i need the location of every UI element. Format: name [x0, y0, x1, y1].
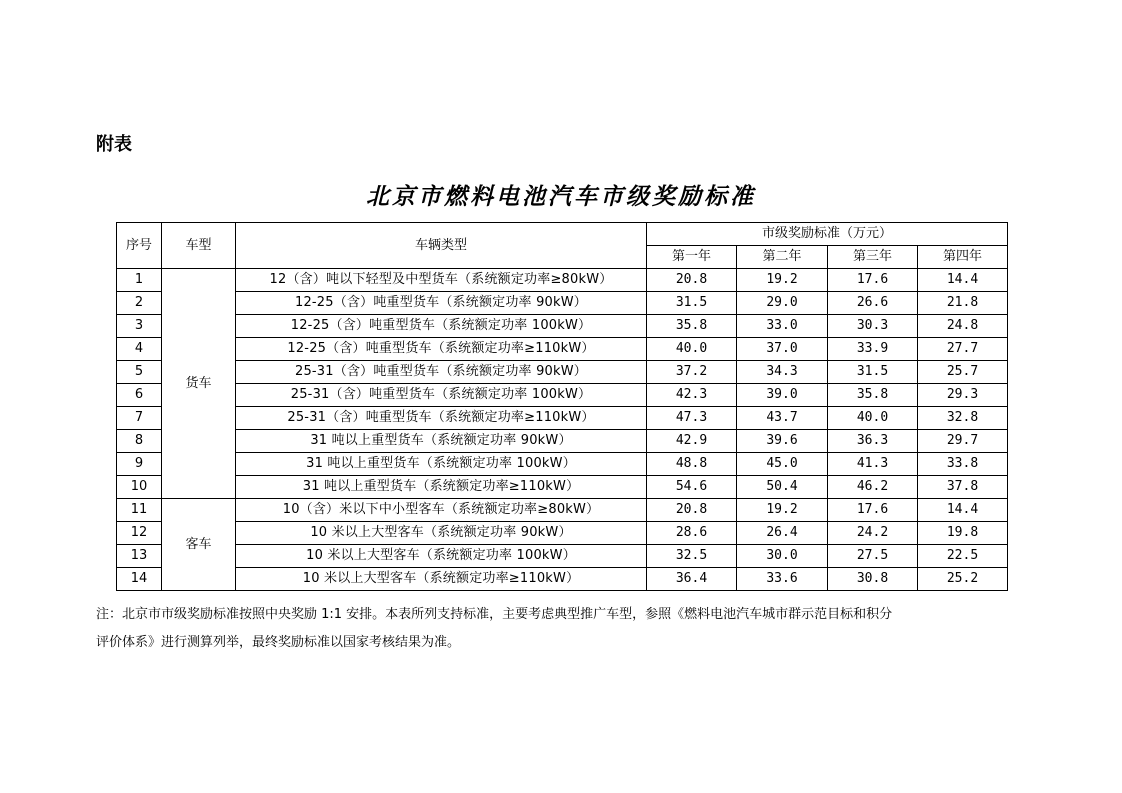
header-year-1: 第一年 — [647, 246, 737, 269]
category-bus: 客车 — [162, 499, 236, 591]
table-row — [117, 407, 1008, 430]
row-year-2-value: 43.7 — [737, 407, 828, 430]
row-seq: 12 — [117, 522, 162, 545]
row-year-4-value: 32.8 — [918, 407, 1008, 430]
row-vehicle-type: 25-31（含）吨重型货车（系统额定功率 90kW） — [236, 361, 647, 384]
row-vehicle-type: 12-25（含）吨重型货车（系统额定功率 100kW） — [236, 315, 647, 338]
row-year-1-value: 20.8 — [647, 269, 737, 292]
row-year-3-value: 17.6 — [828, 499, 918, 522]
row-year-4-value: 19.8 — [918, 522, 1008, 545]
header-year-3: 第三年 — [828, 246, 918, 269]
row-year-2-value: 50.4 — [737, 476, 828, 499]
table-row — [117, 545, 1008, 568]
row-seq: 5 — [117, 361, 162, 384]
row-year-4-value: 25.2 — [918, 568, 1008, 591]
footnote-line-1: 注：北京市市级奖励标准按照中央奖励 1:1 安排。本表所列支持标准，主要考虑典型推广车型，参照《燃料电池汽车城市群示范目标和积分 — [96, 607, 893, 622]
row-year-4-value: 29.3 — [918, 384, 1008, 407]
row-year-2-value: 19.2 — [737, 269, 828, 292]
row-seq: 8 — [117, 430, 162, 453]
row-year-4-value: 37.8 — [918, 476, 1008, 499]
row-year-1-value: 48.8 — [647, 453, 737, 476]
row-seq: 10 — [117, 476, 162, 499]
row-seq: 2 — [117, 292, 162, 315]
footnote-line-2: 评价体系》进行测算列举，最终奖励标准以国家考核结果为准。 — [96, 635, 461, 650]
header-year-2: 第二年 — [737, 246, 828, 269]
row-vehicle-type: 31 吨以上重型货车（系统额定功率 100kW） — [236, 453, 647, 476]
row-year-2-value: 29.0 — [737, 292, 828, 315]
table-row — [117, 269, 1008, 292]
row-year-4-value: 33.8 — [918, 453, 1008, 476]
row-year-4-value: 14.4 — [918, 499, 1008, 522]
table-row — [117, 361, 1008, 384]
table-row — [117, 453, 1008, 476]
row-year-4-value: 29.7 — [918, 430, 1008, 453]
table-row — [117, 476, 1008, 499]
row-year-3-value: 24.2 — [828, 522, 918, 545]
row-year-1-value: 32.5 — [647, 545, 737, 568]
row-vehicle-type: 31 吨以上重型货车（系统额定功率 90kW） — [236, 430, 647, 453]
header-category: 车型 — [162, 223, 236, 269]
row-vehicle-type: 25-31（含）吨重型货车（系统额定功率≥110kW） — [236, 407, 647, 430]
row-vehicle-type: 10 米以上大型客车（系统额定功率 100kW） — [236, 545, 647, 568]
category-truck: 货车 — [162, 269, 236, 499]
table-row — [117, 338, 1008, 361]
row-year-3-value: 27.5 — [828, 545, 918, 568]
row-year-4-value: 24.8 — [918, 315, 1008, 338]
footnote — [96, 601, 1036, 657]
row-seq: 3 — [117, 315, 162, 338]
row-year-4-value: 21.8 — [918, 292, 1008, 315]
row-vehicle-type: 10 米以上大型客车（系统额定功率≥110kW） — [236, 568, 647, 591]
row-year-1-value: 20.8 — [647, 499, 737, 522]
row-year-1-value: 37.2 — [647, 361, 737, 384]
row-year-2-value: 33.6 — [737, 568, 828, 591]
row-year-4-value: 25.7 — [918, 361, 1008, 384]
row-year-2-value: 33.0 — [737, 315, 828, 338]
row-year-1-value: 42.3 — [647, 384, 737, 407]
row-seq: 9 — [117, 453, 162, 476]
row-year-3-value: 31.5 — [828, 361, 918, 384]
row-year-4-value: 27.7 — [918, 338, 1008, 361]
reward-standard-table — [116, 222, 1008, 591]
table-row — [117, 315, 1008, 338]
table-row — [117, 292, 1008, 315]
table-row — [117, 499, 1008, 522]
row-year-2-value: 34.3 — [737, 361, 828, 384]
row-year-3-value: 30.3 — [828, 315, 918, 338]
row-year-2-value: 39.6 — [737, 430, 828, 453]
row-year-4-value: 22.5 — [918, 545, 1008, 568]
row-seq: 7 — [117, 407, 162, 430]
row-year-2-value: 37.0 — [737, 338, 828, 361]
row-year-1-value: 36.4 — [647, 568, 737, 591]
header-seq: 序号 — [117, 223, 162, 269]
row-year-1-value: 40.0 — [647, 338, 737, 361]
table-row — [117, 384, 1008, 407]
row-year-1-value: 31.5 — [647, 292, 737, 315]
row-vehicle-type: 12（含）吨以下轻型及中型货车（系统额定功率≥80kW） — [236, 269, 647, 292]
row-year-4-value: 14.4 — [918, 269, 1008, 292]
row-seq: 14 — [117, 568, 162, 591]
table-row — [117, 568, 1008, 591]
row-seq: 13 — [117, 545, 162, 568]
table-row — [117, 522, 1008, 545]
row-seq: 4 — [117, 338, 162, 361]
row-vehicle-type: 10（含）米以下中小型客车（系统额定功率≥80kW） — [236, 499, 647, 522]
row-vehicle-type: 10 米以上大型客车（系统额定功率 90kW） — [236, 522, 647, 545]
row-year-3-value: 46.2 — [828, 476, 918, 499]
row-year-2-value: 45.0 — [737, 453, 828, 476]
row-year-3-value: 30.8 — [828, 568, 918, 591]
document-title: 北京市燃料电池汽车市级奖励标准 — [366, 183, 756, 210]
row-year-1-value: 42.9 — [647, 430, 737, 453]
header-reward-group: 市级奖励标准（万元） — [647, 223, 1008, 246]
row-vehicle-type: 12-25（含）吨重型货车（系统额定功率 90kW） — [236, 292, 647, 315]
row-year-2-value: 30.0 — [737, 545, 828, 568]
row-vehicle-type: 12-25（含）吨重型货车（系统额定功率≥110kW） — [236, 338, 647, 361]
header-year-4: 第四年 — [918, 246, 1008, 269]
row-year-1-value: 47.3 — [647, 407, 737, 430]
appendix-label: 附表 — [96, 134, 132, 155]
row-year-2-value: 39.0 — [737, 384, 828, 407]
row-seq: 1 — [117, 269, 162, 292]
row-year-1-value: 54.6 — [647, 476, 737, 499]
row-year-3-value: 26.6 — [828, 292, 918, 315]
row-year-1-value: 28.6 — [647, 522, 737, 545]
header-vehicle-type: 车辆类型 — [236, 223, 647, 269]
row-year-3-value: 41.3 — [828, 453, 918, 476]
row-year-2-value: 26.4 — [737, 522, 828, 545]
row-year-3-value: 35.8 — [828, 384, 918, 407]
row-seq: 6 — [117, 384, 162, 407]
row-year-2-value: 19.2 — [737, 499, 828, 522]
row-vehicle-type: 31 吨以上重型货车（系统额定功率≥110kW） — [236, 476, 647, 499]
row-vehicle-type: 25-31（含）吨重型货车（系统额定功率 100kW） — [236, 384, 647, 407]
row-year-3-value: 36.3 — [828, 430, 918, 453]
table-row — [117, 430, 1008, 453]
row-year-3-value: 17.6 — [828, 269, 918, 292]
row-year-3-value: 40.0 — [828, 407, 918, 430]
row-year-1-value: 35.8 — [647, 315, 737, 338]
row-seq: 11 — [117, 499, 162, 522]
row-year-3-value: 33.9 — [828, 338, 918, 361]
